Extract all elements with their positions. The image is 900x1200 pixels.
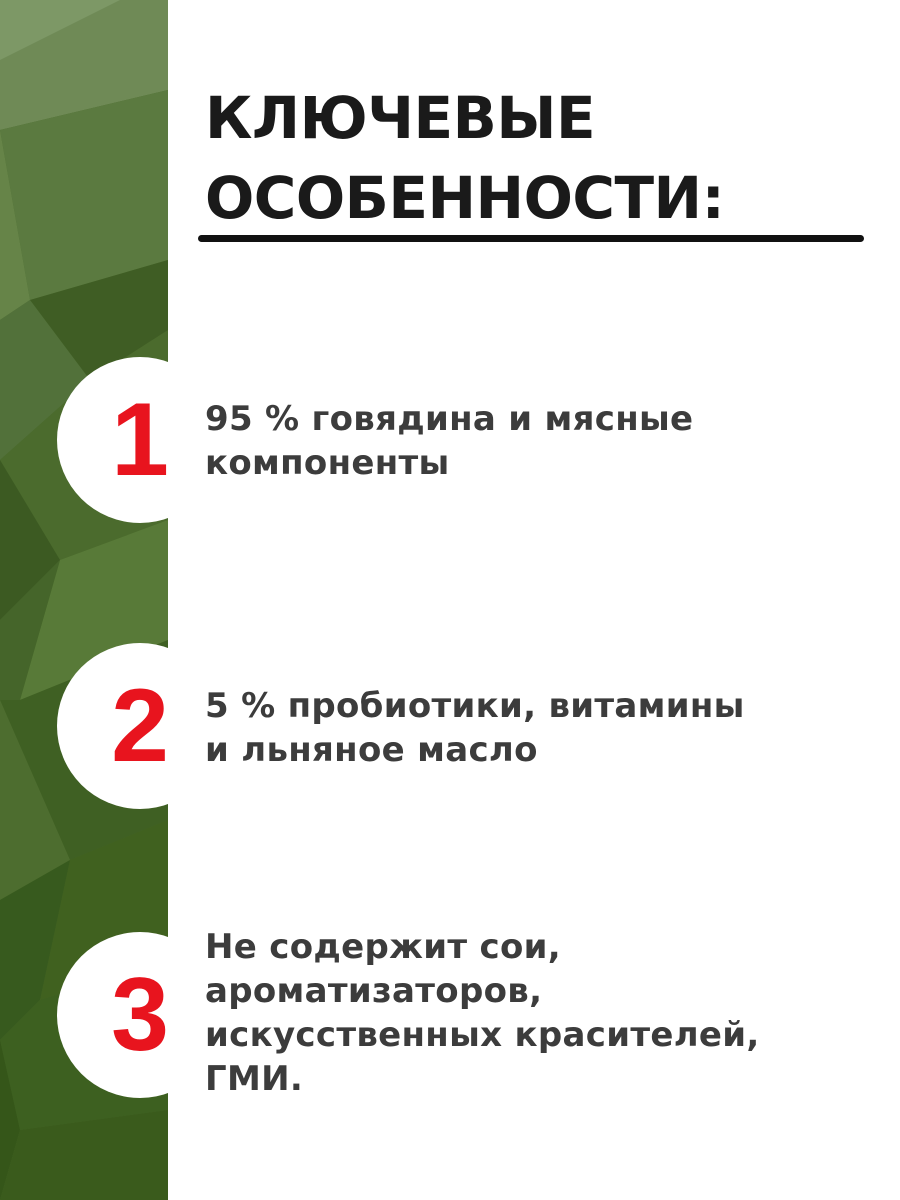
feature-text-line: ароматизаторов, (205, 971, 543, 1011)
feature-text (205, 925, 760, 1101)
page-title-line-1: КЛЮЧЕВЫЕ (205, 84, 596, 152)
feature-number: 1 (111, 382, 169, 498)
feature-text-line: Не содержит сои, (205, 927, 561, 967)
feature-text-line: ГМИ. (205, 1059, 304, 1099)
feature-text (205, 684, 745, 772)
feature-number-badge (57, 643, 223, 809)
feature-text-line: 5 % пробиотики, витамины (205, 686, 745, 726)
feature-text-line: компоненты (205, 443, 450, 483)
feature-text-line: 95 % говядина и мясные (205, 399, 694, 439)
feature-number: 3 (111, 957, 169, 1073)
feature-text-line: и льняное масло (205, 730, 538, 770)
feature-number: 2 (111, 668, 169, 784)
feature-number-badge (57, 932, 223, 1098)
page-title (205, 78, 724, 238)
feature-text (205, 397, 693, 485)
feature-text-line: искусственных красителей, (205, 1015, 760, 1055)
page-title-line-2: ОСОБЕННОСТИ: (205, 164, 725, 232)
title-divider (198, 235, 864, 242)
feature-number-badge (57, 357, 223, 523)
